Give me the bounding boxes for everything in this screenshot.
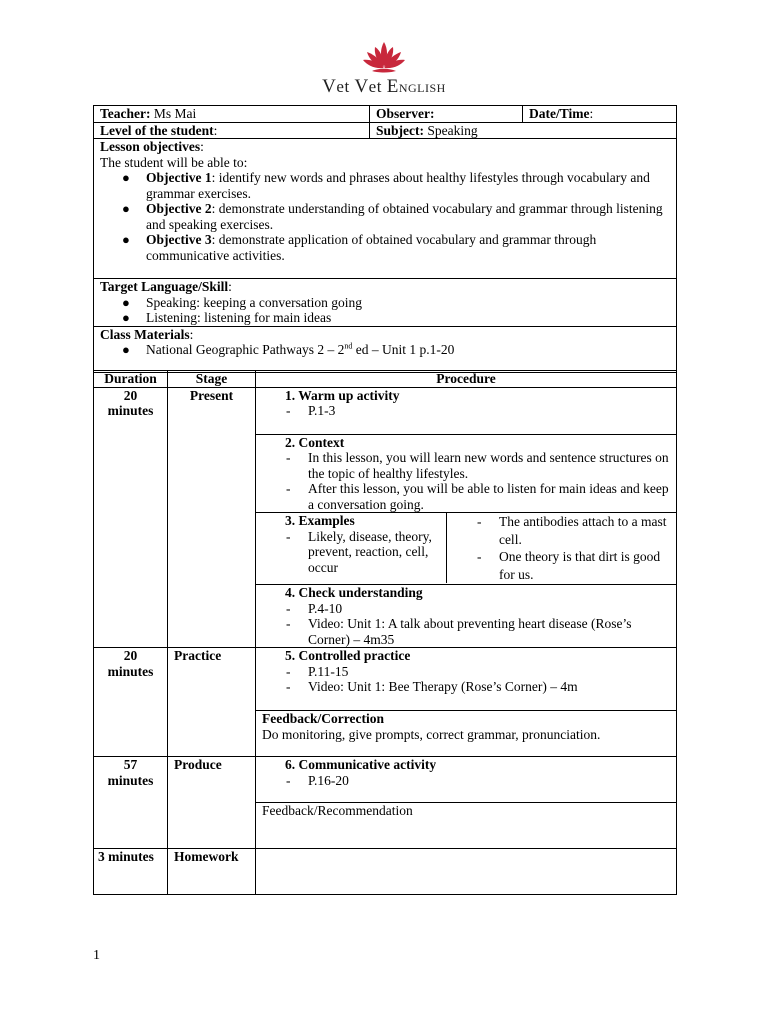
objective-item: [146, 232, 670, 263]
materials-label: Class Materials: [100, 326, 190, 342]
examples-right: [446, 513, 676, 583]
objectives-intro: The student will be able to:: [100, 154, 248, 170]
objectives-label: Lesson objectives: [100, 139, 201, 154]
check-item: - P.4-10: [308, 601, 670, 617]
brand-name: Vet Vet English: [322, 76, 446, 97]
target-colon: :: [228, 279, 232, 294]
subject-value: Speaking: [424, 122, 478, 138]
produce-stage: Produce: [168, 757, 256, 849]
present-duration: 20 minutes: [94, 387, 168, 648]
practice-feedback-title: Feedback/Correction: [262, 711, 384, 726]
practice-feedback-text: Do monitoring, give prompts, correct grammar, pronunciation.: [262, 726, 601, 742]
target-item: ● Speaking: keeping a conversation going: [146, 295, 670, 311]
warmup-item: - P.1-3: [308, 403, 670, 419]
procedure-header-row: [94, 371, 677, 388]
warmup-cell: [256, 387, 677, 434]
level-colon: :: [213, 122, 218, 138]
produce-communicative-row: [94, 757, 677, 803]
present-stage: Present: [168, 387, 256, 648]
practice-duration: 20 minutes: [94, 648, 168, 757]
examples-item: - One theory is that dirt is good for us.: [499, 548, 670, 583]
header-row-2: [94, 122, 677, 139]
check-title: 4. Check understanding: [285, 585, 423, 600]
materials-item-pre: National Geographic Pathways 2 – 2: [146, 342, 345, 357]
objective-text: : identify new words and phrases about healthy lifestyles through vocabulary and grammar exercises.: [146, 170, 650, 201]
check-list: [262, 601, 670, 648]
warmup-title: 1. Warm up activity: [285, 387, 400, 403]
examples-title: 3. Examples: [285, 513, 355, 528]
communicative-cell: [256, 757, 677, 803]
examples-item: - Likely, disease, theory, prevent, reaction, cell, occur: [308, 529, 440, 576]
check-item: - Video: Unit 1: A talk about preventing heart disease (Rose’s Corner) – 4m35: [308, 616, 670, 647]
objective-text: : demonstrate understanding of obtained vocabulary and grammar through listening and speaking exercises.: [146, 201, 663, 232]
materials-colon: :: [189, 326, 194, 342]
objectives-row: [94, 139, 677, 279]
controlled-item: - Video: Unit 1: Bee Therapy (Rose’s Corner) – 4m: [308, 679, 670, 695]
target-list: [100, 295, 670, 326]
produce-feedback-cell: [256, 803, 677, 849]
materials-item: [146, 342, 670, 358]
controlled-title: 5. Controlled practice: [285, 648, 411, 663]
objective-label: Objective 3: [146, 232, 212, 247]
examples-inner-table: [256, 513, 676, 583]
materials-list: [100, 342, 670, 358]
stage-header: Stage: [168, 371, 256, 388]
objective-text: : demonstrate application of obtained vocabulary and grammar through communicative activities.: [146, 232, 597, 263]
target-row: [94, 279, 677, 327]
level-cell: [94, 122, 370, 139]
examples-right-list: [453, 513, 670, 583]
level-label: Level of the student: [100, 122, 214, 138]
page-number: 1: [93, 948, 100, 963]
communicative-title: 6. Communicative activity: [285, 757, 437, 772]
objectives-colon: :: [200, 139, 204, 154]
controlled-item: - P.11-15: [308, 664, 670, 680]
observer-cell: [370, 106, 523, 123]
context-list: [262, 450, 670, 512]
context-cell: [256, 434, 677, 513]
datetime-label: Date/Time: [529, 106, 590, 121]
examples-left-list: [262, 529, 440, 576]
lotus-logo-icon: [362, 40, 406, 76]
subject-label: Subject:: [376, 122, 424, 138]
datetime-cell: [523, 106, 677, 123]
header-row-1: [94, 106, 677, 123]
objective-label: Objective 2: [146, 201, 212, 216]
context-item: - In this lesson, you will learn new words and sentence structures on the topic of healthy lifestyles.: [308, 450, 670, 481]
present-warmup-row: [94, 387, 677, 434]
examples-cell: [256, 513, 677, 585]
objective-item: [146, 201, 670, 232]
materials-item-sup: nd: [344, 341, 353, 351]
objective-label: Objective 1: [146, 170, 212, 185]
produce-feedback-title: Feedback/Recommendation: [262, 803, 413, 818]
teacher-label: Teacher:: [100, 106, 151, 121]
materials-cell: [94, 326, 677, 372]
subject-cell: [370, 122, 677, 139]
produce-duration: 57 minutes: [94, 757, 168, 849]
controlled-cell: [256, 648, 677, 711]
datetime-colon: :: [589, 106, 594, 121]
target-label: Target Language/Skill: [100, 279, 229, 294]
materials-item-post: ed – Unit 1 p.1-20: [352, 342, 455, 357]
homework-procedure-cell: [256, 849, 677, 895]
materials-row: [94, 326, 677, 372]
teacher-cell: [94, 106, 370, 123]
communicative-item: - P.16-20: [308, 773, 670, 789]
teacher-value: Ms Mai: [150, 106, 197, 121]
objectives-list: [100, 170, 670, 263]
examples-item: - The antibodies attach to a mast cell.: [499, 513, 670, 548]
examples-left: [256, 513, 446, 583]
target-cell: [94, 279, 677, 327]
controlled-list: [262, 664, 670, 695]
objectives-cell: [94, 139, 677, 279]
homework-stage: Homework: [168, 849, 256, 895]
check-cell: [256, 585, 677, 648]
target-item: ● Listening: listening for main ideas: [146, 310, 670, 326]
homework-row: [94, 849, 677, 895]
homework-duration: 3 minutes: [94, 849, 168, 895]
procedure-table: [93, 370, 677, 895]
duration-header: Duration: [94, 371, 168, 388]
practice-controlled-row: [94, 648, 677, 711]
objective-item: [146, 170, 670, 201]
lesson-info-table: [93, 105, 677, 373]
practice-stage: Practice: [168, 648, 256, 757]
context-title: 2. Context: [285, 434, 345, 450]
logo: [0, 40, 768, 98]
procedure-header: Procedure: [256, 371, 677, 388]
context-item: - After this lesson, you will be able to listen for main ideas and keep a conversation going.: [308, 481, 670, 512]
practice-feedback-cell: [256, 711, 677, 757]
communicative-list: [262, 773, 670, 789]
warmup-list: [262, 403, 670, 419]
observer-label: Observer:: [376, 106, 435, 121]
